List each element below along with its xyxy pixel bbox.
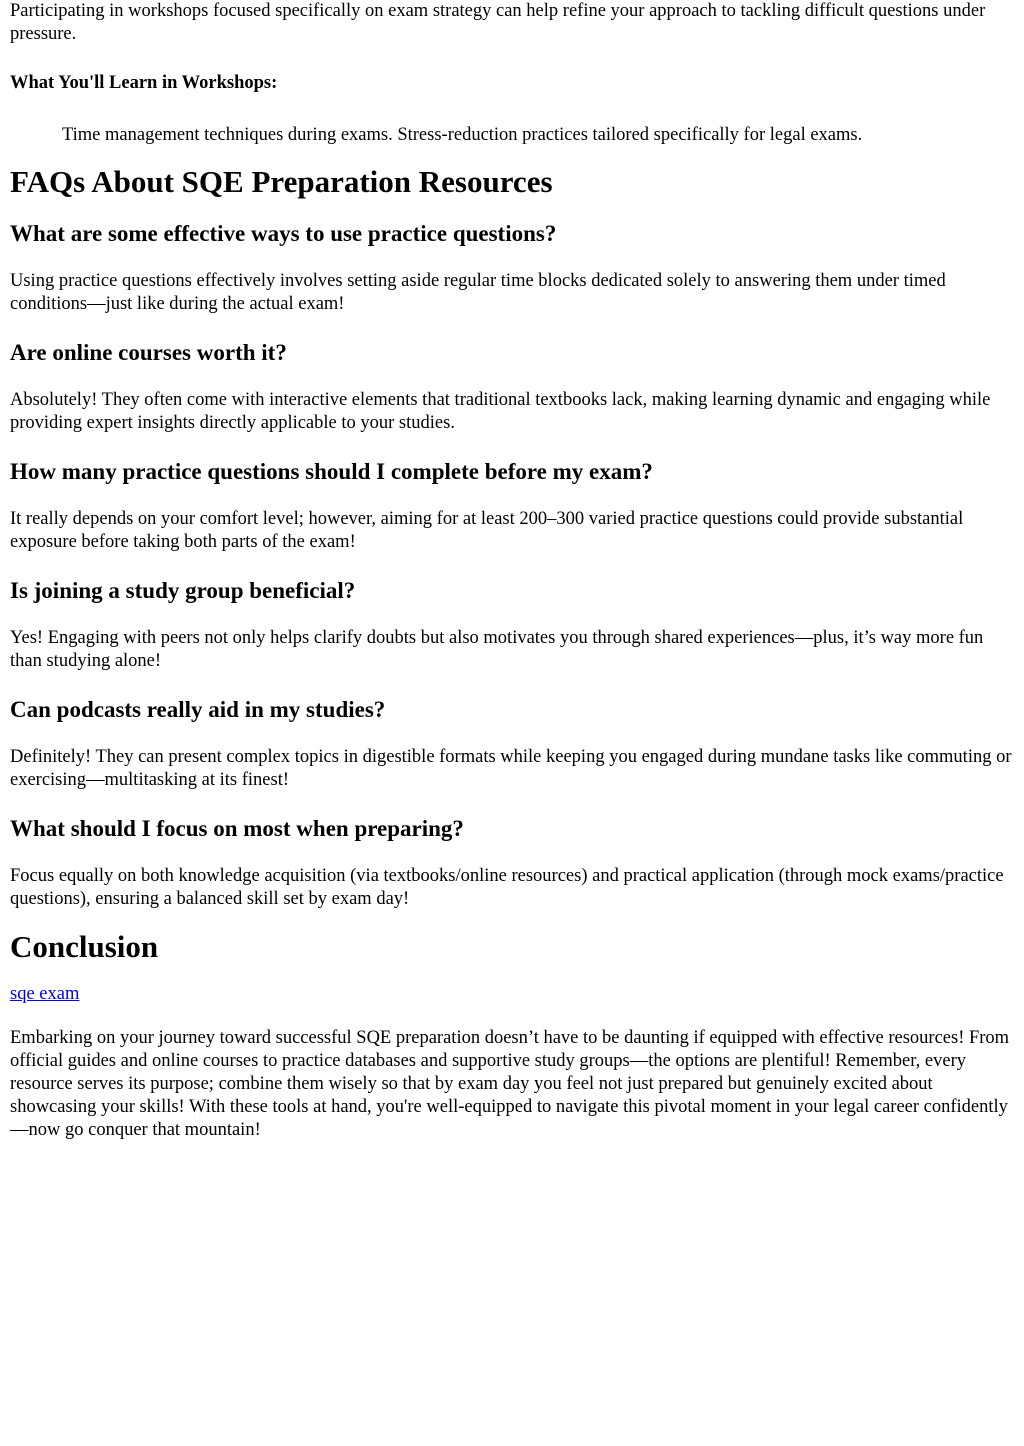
faq-answer: Definitely! They can present complex topics in digestible formats while keeping you engaged during mundane tasks like commuting or exercising—multitasking at its finest! xyxy=(10,747,1012,790)
faq-section-title: FAQs About SQE Preparation Resources xyxy=(10,164,553,199)
intro-paragraph: Participating in workshops focused specifically on exam strategy can help refine your approach to tackling difficult questions under pressure. xyxy=(10,1,986,44)
faq-question: Is joining a study group beneficial? xyxy=(10,578,356,603)
workshops-list-item: Time management techniques during exams. Stress-reduction practices tailored specifically for legal exams. xyxy=(62,125,863,145)
conclusion-title: Conclusion xyxy=(10,929,159,964)
faq-answer: Using practice questions effectively involves setting aside regular time blocks dedicated solely to answering them under timed conditions—just like during the actual exam! xyxy=(10,271,946,314)
faq-question: How many practice questions should I complete before my exam? xyxy=(10,459,653,484)
workshops-heading: What You'll Learn in Workshops: xyxy=(10,73,278,93)
link-paragraph xyxy=(10,983,1014,1006)
faq-answer: Absolutely! They often come with interactive elements that traditional textbooks lack, making learning dynamic and engaging while providing expert insights directly applicable to your studies. xyxy=(10,390,991,433)
faq-answer: Yes! Engaging with peers not only helps clarify doubts but also motivates you through shared experiences—plus, it’s way more fun than studying alone! xyxy=(10,628,984,671)
conclusion-paragraph: Embarking on your journey toward successful SQE preparation doesn’t have to be daunting if equipped with effective resources! From official guides and online courses to practice databases and supportive study groups—the options are plentiful! Remember, every resource serves its purpose; combine them wisely so that by exam day you feel not just prepared but genuinely excited about showcasing your skills! With these tools at hand, you're well-equipped to navigate this pivotal moment in your legal career confidently—now go conquer that mountain! xyxy=(10,1028,1010,1140)
faq-question: What are some effective ways to use practice questions? xyxy=(10,221,557,246)
faq-question: Are online courses worth it? xyxy=(10,340,287,365)
faq-answer: Focus equally on both knowledge acquisition (via textbooks/online resources) and practical application (through mock exams/practice questions), ensuring a balanced skill set by exam day! xyxy=(10,866,1004,909)
faq-answer: It really depends on your comfort level; however, aiming for at least 200–300 varied practice questions could provide substantial exposure before taking both parts of the exam! xyxy=(10,509,964,552)
sqe-exam-link[interactable]: sqe exam xyxy=(10,984,80,1004)
faq-question: Can podcasts really aid in my studies? xyxy=(10,697,386,722)
faq-question: What should I focus on most when preparing? xyxy=(10,816,464,841)
